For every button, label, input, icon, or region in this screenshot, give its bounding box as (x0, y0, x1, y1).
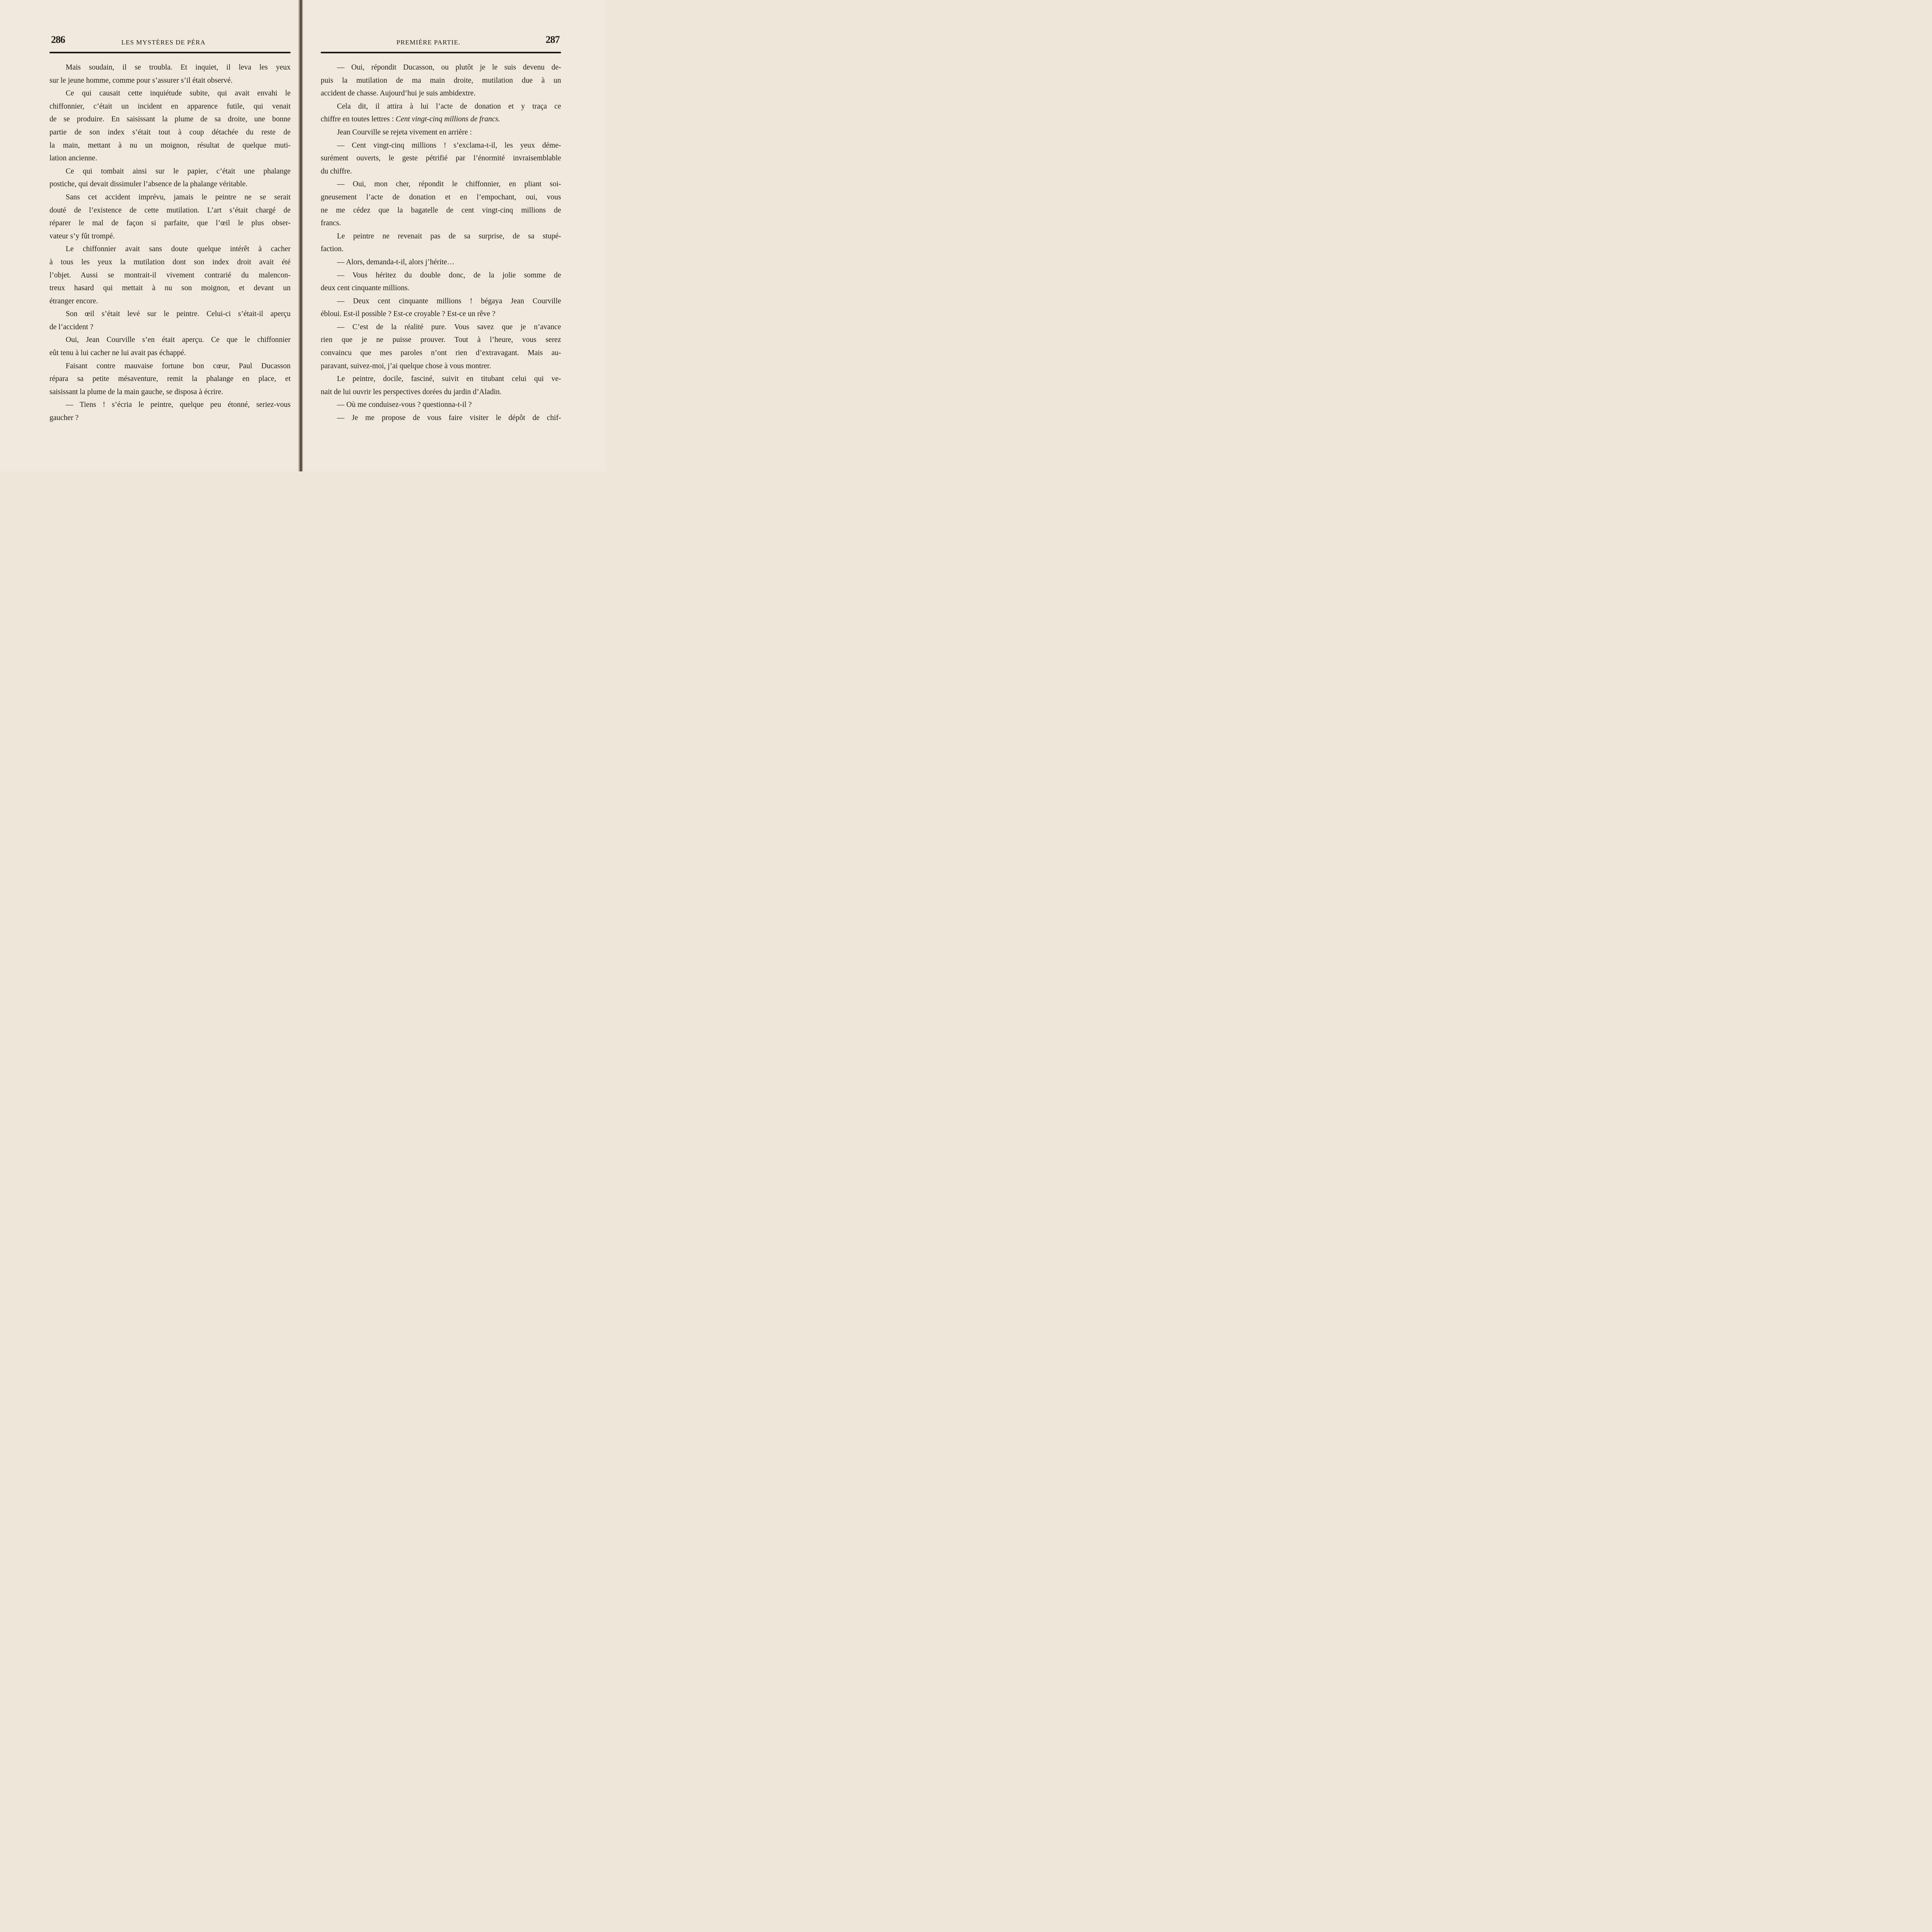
text-line: Son œil s’était levé sur le peintre. Celui-ci s’était-il aperçu (66, 310, 291, 318)
text-line: convaincu que mes paroles n’ont rien d’extravagant. Mais au- (321, 349, 561, 357)
text-line: vateur s’y fût trompé. (49, 232, 115, 240)
text-line: Sans cet accident imprévu, jamais le peintre ne se serait (66, 193, 291, 201)
header-rule (321, 52, 561, 53)
text-line: treux hasard qui mettait à nu son moignon, et devant un (49, 284, 291, 293)
page-header (321, 34, 561, 51)
text-line: eût tenu à lui cacher ne lui avait pas échappé. (49, 349, 186, 357)
text-line: — Cent vingt-cinq millions ! s’exclama-t-il, les yeux déme- (337, 141, 561, 150)
text-line: accident de chasse. Aujourd’hui je suis ambidextre. (321, 89, 476, 98)
text-line: Le chiffonnier avait sans doute quelque intérêt à cacher (66, 245, 291, 253)
text-line: la main, mettant à nu un moignon, résultat de quelque muti- (49, 141, 291, 150)
text-line: Mais soudain, il se troubla. Et inquiet, il leva les yeux (66, 63, 291, 71)
text-line: chiffonnier, c’était un incident en apparence futile, qui venait (49, 102, 291, 111)
italic-text: Cent vingt-cinq millions de francs. (396, 115, 500, 124)
text-line: — Alors, demanda-t-il, alors j’hérite… (337, 258, 455, 266)
page-number: 287 (546, 34, 560, 45)
body-text (321, 61, 561, 425)
text-line: Oui, Jean Courville s’en était aperçu. Ce que le chiffonnier (66, 336, 291, 344)
text-line: de se produire. En saisissant la plume de sa droite, une bonne (49, 115, 291, 124)
text-line: l’objet. Aussi se montrait-il vivement contrarié du malencon- (49, 271, 291, 279)
text-line: surément ouverts, le geste pétrifié par l’énormité invraisemblable (321, 154, 561, 163)
text-line: Le peintre, docile, fasciné, suivit en titubant celui qui ve- (337, 375, 561, 383)
text-line: — Je me propose de vous faire visiter le dépôt de chif- (337, 414, 561, 422)
text-line: deux cent cinquante millions. (321, 284, 410, 293)
text-line: Jean Courville se rejeta vivement en arrière : (337, 128, 472, 136)
text-line: nait de lui ouvrir les perspectives dorées du jardin d’Aladin. (321, 388, 502, 396)
text-line: répara sa petite mésaventure, remit la phalange en place, et (49, 375, 291, 383)
text-line: — Deux cent cinquante millions ! bégaya Jean Courville (337, 297, 561, 305)
text-line: lation ancienne. (49, 154, 97, 163)
page-header (49, 34, 291, 51)
text-line: Le peintre ne revenait pas de sa surprise, de sa stupé- (337, 232, 561, 240)
text-line: — Où me conduisez-vous ? questionna-t-il ? (337, 401, 472, 409)
text-line: partie de son index s’était tout à coup détachée du reste de (49, 128, 291, 136)
text-line: ne me cédez que la bagatelle de cent vingt-cinq millions de (321, 206, 561, 214)
text-line: — Tiens ! s’écria le peintre, quelque peu étonné, seriez-vous (66, 401, 291, 409)
text-line: à tous les yeux la mutilation dont son index droit avait été (49, 258, 291, 266)
text-line: saisissant la plume de la main gauche, se disposa à écrire. (49, 388, 223, 396)
text-line: Ce qui tombait ainsi sur le papier, c’était une phalange (66, 167, 291, 175)
text-line: réparer le mal de façon si parfaite, que l’œil le plus obser- (49, 219, 291, 228)
text-line: gaucher ? (49, 414, 79, 422)
text-line: du chiffre. (321, 167, 352, 175)
running-title: PREMIÈRE PARTIE. (396, 39, 461, 46)
text-line: de l’accident ? (49, 323, 94, 331)
text-line: faction. (321, 245, 344, 253)
page-number: 286 (51, 34, 65, 45)
text-line: francs. (321, 219, 341, 228)
text-line: paravant, suivez-moi, j’ai quelque chose à vous montrer. (321, 362, 491, 370)
body-text (49, 61, 291, 425)
text-line: gneusement l’acte de donation et en l’empochant, oui, vous (321, 193, 561, 201)
text-line: — Oui, répondit Ducasson, ou plutôt je le suis devenu de- (337, 63, 561, 71)
header-rule (49, 52, 291, 53)
text-line: ébloui. Est-il possible ? Est-ce croyable ? Est-ce un rêve ? (321, 310, 496, 318)
left-page (0, 0, 303, 471)
text-line: douté de l’existence de cette mutilation. L’art s’était chargé de (49, 206, 291, 214)
text-line: chiffre en toutes lettres : Cent vingt-cinq millions de francs. (321, 115, 500, 124)
text-line: puis la mutilation de ma main droite, mutilation due à un (321, 76, 561, 85)
text-line: postiche, qui devait dissimuler l’absence de la phalange véritable. (49, 180, 248, 189)
text-line: Ce qui causait cette inquiétude subite, qui avait envahi le (66, 89, 291, 98)
text-line: sur le jeune homme, comme pour s’assurer s’il était observé. (49, 76, 233, 85)
text-line: — Vous héritez du double donc, de la jolie somme de (337, 271, 561, 279)
right-page (303, 0, 606, 471)
text-line: rien que je ne puisse prouver. Tout à l’heure, vous serez (321, 336, 561, 344)
text-line: étranger encore. (49, 297, 98, 305)
text-line: — C’est de la réalité pure. Vous savez que je n’avance (337, 323, 561, 331)
book-gutter (298, 0, 303, 471)
text-line: — Oui, mon cher, répondit le chiffonnier, en pliant soi- (337, 180, 561, 189)
running-title: LES MYSTÈRES DE PÉRA (121, 39, 206, 46)
text-line: Faisant contre mauvaise fortune bon cœur, Paul Ducasson (66, 362, 291, 370)
book-spread (0, 0, 606, 471)
text-line: Cela dit, il attira à lui l’acte de donation et y traça ce (337, 102, 561, 111)
